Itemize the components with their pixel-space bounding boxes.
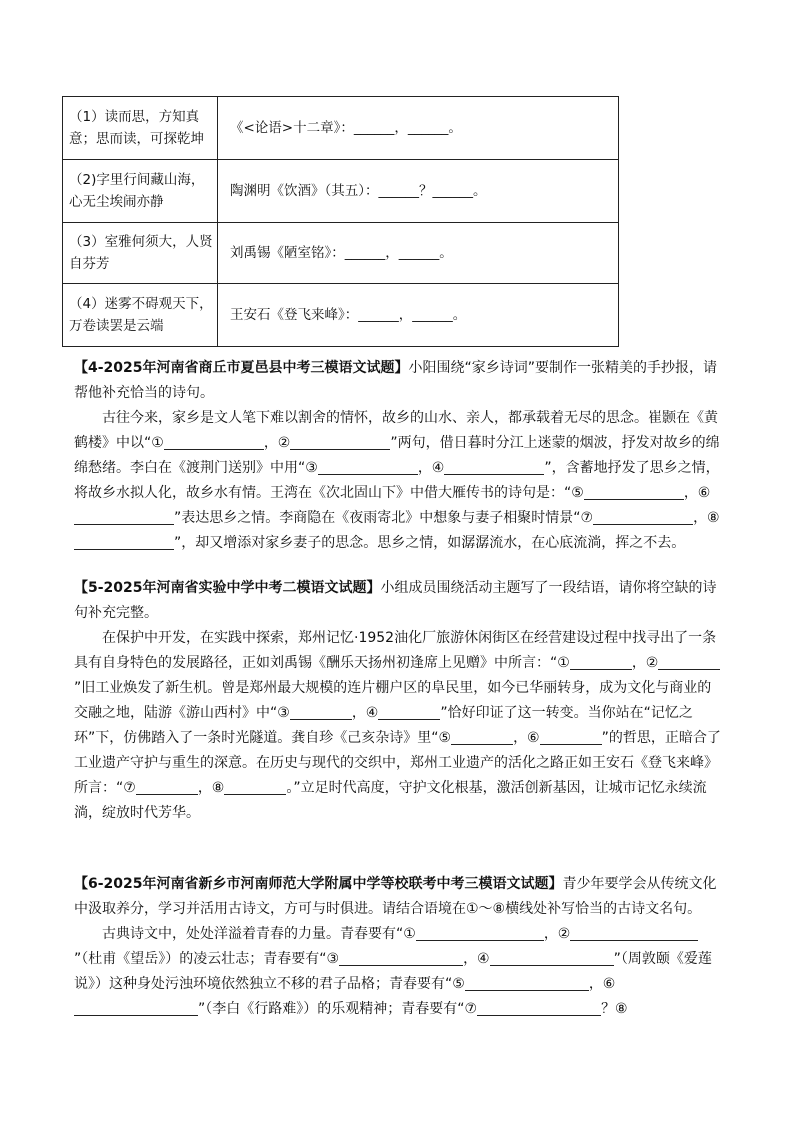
blank-field[interactable] [465,974,589,991]
poem-cell: 王安石《登飞来峰》：______，______。 [218,284,619,347]
theme-cell: （2)字里行间藏山海，心无尘埃闹亦静 [63,160,218,223]
question-header: 【6-2025年河南省新乡市河南师范大学附属中学等校联考中考三模语文试题】 [74,876,563,892]
table-row [63,284,619,347]
question-prompt: 【5-2025年河南省实验中学中考二模语文试题】小组成员围绕活动主题写了一段结语，请你将空缺的诗句补充完整。 [74,580,717,621]
question-header: 【4-2025年河南省商丘市夏邑县中考三模语文试题】 [74,360,409,376]
question-6 [74,872,724,1022]
blank-field[interactable] [584,483,684,500]
poem-cell: 《<论语>十二章》：______，______。 [218,97,619,160]
question-header: 【5-2025年河南省实验中学中考二模语文试题】 [74,580,381,596]
poem-cell: 刘禹锡《陋室铭》：______，______。 [218,223,619,284]
blank-field[interactable] [318,458,418,475]
blank-field[interactable] [74,508,174,525]
theme-cell: （3）室雅何须大，人贤自芬芳 [63,223,218,284]
blank-field[interactable] [339,949,463,966]
question-body: 古往今来，家乡是文人笔下难以割舍的情怀，故乡的山水、亲人，都承载着无尽的思念。崔颢在《黄鹤楼》中以“① ，② ”两句，借日暮时分江上迷蒙的烟波，抒发对故乡的绵绵愁绪。李白在《渡荆门送别》中用“③ ，④ ”，含蓄地抒发了思乡之情，将故乡水拟人化，故乡水有情。王湾在《次北固山下》中借大雁传书的诗句是：“⑤ ，⑥”表达思乡之情。李商隐在《夜雨寄北》中想象与妻子相聚时情景“⑦ ，⑧”，却又增添对家乡妻子的思念。思乡之情，如潺潺流水，在心底流淌，挥之不去。 [74,410,720,551]
question-body: 古典诗文中，处处洋溢着青春的力量。青春要有“① ，②”（杜甫《望岳》）的凌云壮志；青春要有“③ ，④ ”（周敦颐《爱莲说》）这种身处污浊环境依然独立不移的君子品格；青春要有“⑤ ，⑥”（李白《行路难》）的乐观精神；青春要有“⑦ ？⑧ [74,926,712,1017]
blank-field[interactable] [74,533,174,550]
table-row [63,223,619,284]
theme-cell: （1）读而思，方知真意；思而读，可探乾坤 [63,97,218,160]
blank-field[interactable] [416,924,544,941]
blank-field[interactable] [290,703,352,720]
blank-field[interactable] [490,949,614,966]
question-5 [74,576,724,826]
question-body: 在保护中开发，在实践中探索，郑州记忆·1952油化厂旅游休闲街区在经营建设过程中找寻出了一条具有自身特色的发展路径，正如刘禹锡《酬乐天扬州初逢席上见赠》中所言：“① ，②”旧工业焕发了新生机。曾是郑州最大规模的连片棚户区的阜民里，如今已华丽转身，成为文化与商业的交融之地，陆游《游山西村》中“③ ，④ ”恰好印证了这一转变。当你站在“记忆之环”下，仿佛踏入了一条时光隧道。龚自珍《己亥杂诗》里“⑤ ，⑥ ”的哲思，正暗合了工业遗产守护与重生的深意。在历史与现代的交织中，郑州工业遗产的活化之路正如王安石《登飞来峰》所言：“⑦ ，⑧ 。”立足时代高度，守护文化根基，激活创新基因，让城市记忆永续流淌，绽放时代芳华。 [74,630,721,821]
blank-field[interactable] [593,508,693,525]
blank-field[interactable] [658,653,720,670]
blank-field[interactable] [570,653,632,670]
blank-field[interactable] [164,433,264,450]
blank-field[interactable] [570,924,698,941]
blank-field[interactable] [74,999,198,1016]
theme-cell: （4）迷雾不碍观天下，万卷读罢是云端 [63,284,218,347]
blank-field[interactable] [451,728,513,745]
blank-field[interactable] [540,728,602,745]
blank-field[interactable] [224,778,286,795]
poem-table [62,96,619,347]
question-prompt: 【4-2025年河南省商丘市夏邑县中考三模语文试题】小阳围绕“家乡诗词”要制作一张精美的手抄报，请帮他补充恰当的诗句。 [74,360,718,401]
question-4 [74,356,724,556]
blank-field[interactable] [378,703,440,720]
question-prompt: 【6-2025年河南省新乡市河南师范大学附属中学等校联考中考三模语文试题】青少年要学会从传统文化中汲取养分，学习并活用古诗文，方可与时俱进。请结合语境在①～⑧横线处补写恰当的古诗文名句。 [74,876,717,917]
table-row [63,97,619,160]
poem-cell: 陶渊明《饮酒》（其五）：______？______。 [218,160,619,223]
blank-field[interactable] [290,433,390,450]
blank-field[interactable] [444,458,544,475]
table-row [63,160,619,223]
blank-field[interactable] [136,778,198,795]
blank-field[interactable] [477,999,601,1016]
